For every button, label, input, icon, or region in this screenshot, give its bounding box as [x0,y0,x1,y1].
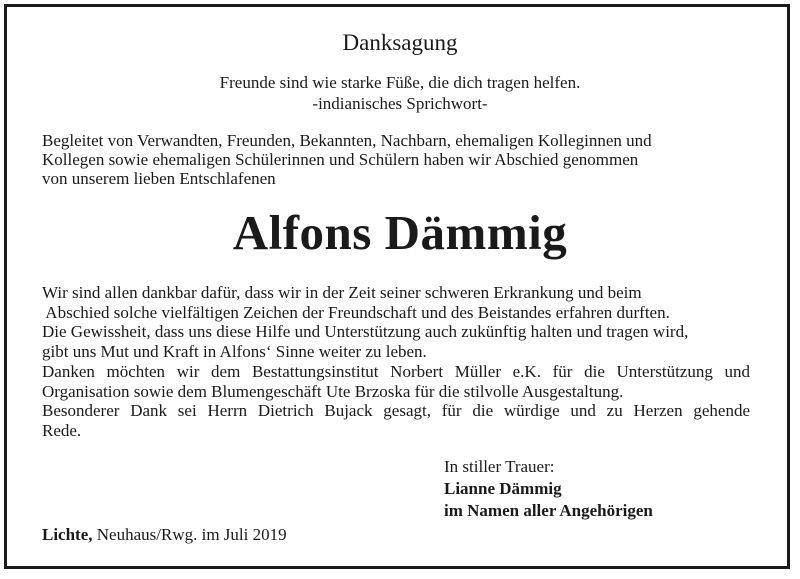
mourners-block [444,456,653,522]
deceased-name: Alfons Dämmig [232,205,568,260]
notice-heading: Danksagung [342,30,458,55]
intro-paragraph [42,131,652,188]
paragraph-line: Abschied solche vielfältigen Zeichen der Freundschaft und des Beistandes erfahren durften. [42,302,670,322]
paragraph-line: Wir sind allen dankbar dafür, dass wir in der Zeit seiner schweren Erkrankung und beim [42,283,642,302]
mourners-label: In stiller Trauer: [444,457,555,476]
paragraph-line: Organisation sowie dem Blumengeschäft Ute Brzoska für die stilvolle Ausgestaltung. [42,381,624,401]
mourner-name: Lianne Dämmig [444,479,562,498]
paragraph-line: gibt uns Mut und Kraft in Alfons‘ Sinne weiter zu leben. [42,341,427,361]
place-date [42,525,287,545]
quote-block [0,72,800,114]
place-date-rest: Neuhaus/Rwg. im Juli 2019 [92,525,287,544]
paragraph-line: Rede. [42,420,82,440]
paragraph-line: Die Gewissheit, dass uns diese Hilfe und Unterstützung auch zukünftig halten und tragen wird, [42,322,689,341]
paragraph-line: Besonderer Dank sei Herrn Dietrich Bujack gesagt, für die würdige und zu Herzen gehende [42,401,750,420]
intro-line: Kollegen sowie ehemaligen Schülerinnen und Schülern haben wir Abschied genommen [42,150,639,169]
intro-line: von unserem lieben Entschlafenen [42,169,276,188]
mourners-note: im Namen aller Angehörigen [444,501,653,520]
quote-source: -indianisches Sprichwort- [312,94,488,113]
place-name: Lichte, [42,525,93,544]
intro-line: Begleitet von Verwandten, Freunden, Bekannten, Nachbarn, ehemaligen Kolleginnen und [42,131,652,150]
paragraph-line: Danken möchten wir dem Bestattungsinstitut Norbert Müller e.K. für die Unterstützung und [42,362,750,381]
thanks-paragraph-1 [42,283,688,361]
quote-text: Freunde sind wie starke Füße, die dich tragen helfen. [219,73,581,92]
thanks-paragraph-2 [42,362,750,440]
